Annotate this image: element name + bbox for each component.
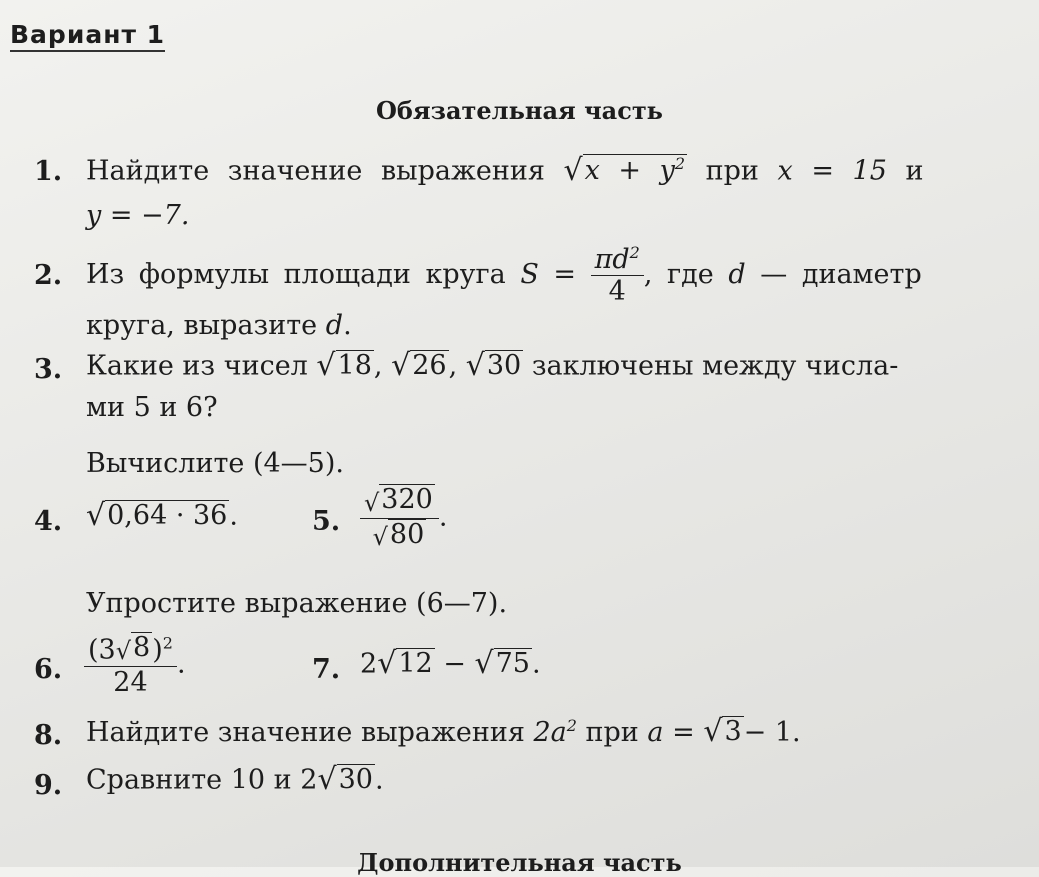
problem-1-number: 1. (34, 156, 63, 187)
problem-7-expr: 2 √ 12 − √ 75 . (360, 645, 541, 681)
problem-1-condition: x = 15 (777, 155, 887, 187)
problem-1-text: Найдите значение выражения (86, 155, 545, 187)
problem-2-diameter: — диаметр (760, 259, 922, 291)
problem-3-number: 3. (34, 354, 63, 385)
problem-4-number: 4. (34, 506, 63, 537)
problem-6-expr: (3 √ 8 )$^2$ 24 . (84, 632, 186, 698)
section-title: Обязательная часть (376, 96, 663, 125)
sqrt-18: √ 18 (316, 347, 372, 383)
problem-4-expr: √ 0,64 · 36 . (86, 497, 238, 533)
problem-8-line: Найдите значение выражения $2a^2$ при a = √ 3 − 1. (86, 714, 801, 749)
problem-2-line2: круга, выразите d. (86, 310, 352, 341)
sqrt-30: √ 30 (465, 347, 522, 383)
variant-title: Вариант 1 (10, 20, 165, 52)
problem-1-and: и (905, 155, 924, 187)
problem-2-number: 2. (34, 260, 63, 291)
sqrt-expression: √ $x + y^2$ (563, 152, 686, 188)
problem-1-when: при (705, 155, 759, 187)
simplify-header: Упростите выражение (6—7). (86, 588, 508, 619)
formula-lhs: S = (520, 259, 577, 291)
problem-9-number: 9. (34, 770, 63, 801)
problem-1-line2: y = −7. (86, 200, 190, 231)
problem-8-number: 8. (34, 720, 63, 751)
problem-6-number: 6. (34, 654, 63, 685)
problem-9-line: Сравните 10 и 2 √ 30 . (86, 761, 384, 797)
calc-header: Вычислите (4—5). (86, 448, 344, 479)
section-title-2: Дополнительная часть (357, 848, 682, 877)
sqrt-26: √ 26 (391, 347, 447, 383)
problem-1-line1 (86, 154, 924, 187)
problem-2-text: Из формулы площади круга (86, 259, 506, 291)
problem-3-line1: Какие из чисел √ 18 , √ 26 , √ 30 заключены между числа- (86, 347, 899, 383)
problem-5-expr: √ 320 √ 80 . (360, 484, 447, 552)
problem-7-number: 7. (312, 654, 341, 685)
problem-5-number: 5. (312, 506, 341, 537)
problem-2-line1 (86, 244, 922, 307)
problem-2-var: d (728, 259, 746, 291)
problem-3-line2: ми 5 и 6? (86, 392, 218, 423)
area-fraction: $\frac{\pi d^2}{4}$ (591, 244, 644, 307)
problem-2-where: , где (643, 259, 714, 291)
